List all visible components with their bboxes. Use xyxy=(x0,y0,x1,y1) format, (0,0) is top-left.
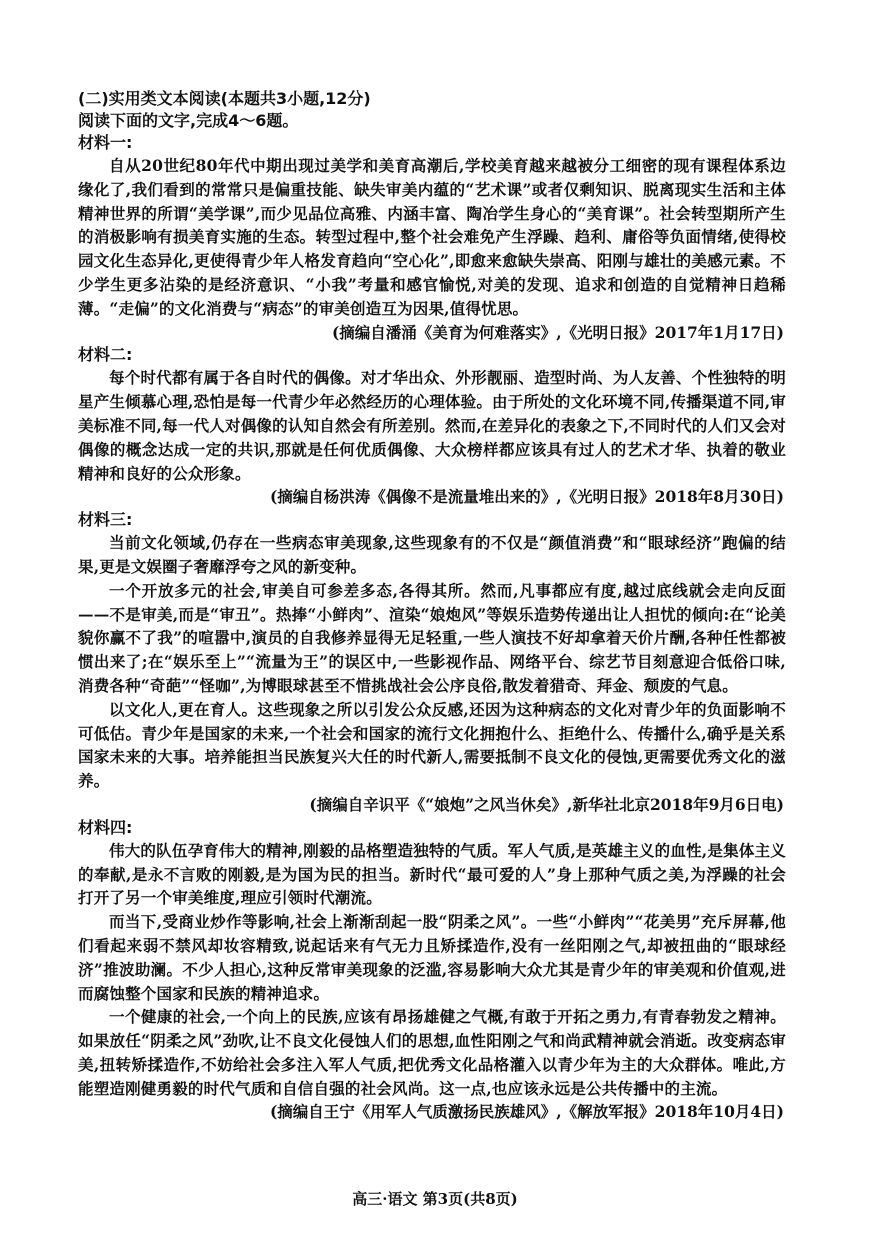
section-instruction: 阅读下面的文字,完成4～6题。 xyxy=(78,111,299,130)
material-4 xyxy=(78,817,786,1125)
source-citation: (摘编自辛识平《“娘炮”之风当休矣》,新华社北京2018年9月6日电) xyxy=(309,794,784,814)
material-label: 材料三: xyxy=(78,510,133,530)
source-citation: (摘编自潘涌《美育为何难落实》,《光明日报》2017年1月17日) xyxy=(331,322,784,342)
paragraph: 一个开放多元的社会,审美自可参差多态,各得其所。然而,凡事都应有度,越过底线就会走向反面——不是审美,而是“审丑”。热捧“小鲜肉”、渲染“娘炮风”等娱乐造势传递出让人担忧的倾向:在“论美貌你赢不了我”的喧嚣中,演员的自我修养显得无足轻重,一些人演技不好却拿着天价片酬,各种任性都被惯出来了;在“娱乐至上”“流量为王”的误区中,一些影视作品、网络平台、综艺节目刻意迎合低俗口味,消费各种“奇葩”“怪咖”,为博眼球甚至不惜挑战社会公序良俗,散发着猎奇、拜金、颓废的气息。 xyxy=(78,580,786,695)
paragraph: 以文化人,更在育人。这些现象之所以引发公众反感,还因为这种病态的文化对青少年的负面影响不可低估。青少年是国家的未来,一个社会和国家的流行文化拥抱什么、拒绝什么、传播什么,确乎是关系国家未来的大事。培养能担当民族复兴大任的时代新人,需要抵制不良文化的侵蚀,更需要优秀文化的滋养。 xyxy=(78,699,786,791)
page-footer: 高三·语文 第3页(共8页) xyxy=(352,1190,518,1208)
material-1 xyxy=(78,132,786,344)
paragraph: 一个健康的社会,一个向上的民族,应该有昂扬雄健之气概,有敢于开拓之勇力,有青春勃发之精神。如果放任“阴柔之风”劲吹,让不良文化侵蚀人们的思想,血性阳刚之气和尚武精神就会消逝。改变病态审美,扭转矫揉造作,不妨给社会多注入军人气质,把优秀文化品格灌入以青少年为主的大众群体。唯此,方能塑造刚健勇毅的时代气质和自信自强的社会风尚。这一点,也应该永远是公共传播中的主流。 xyxy=(78,1007,786,1098)
source-citation: (摘编自王宁《用军人气质激扬民族雄风》,《解放军报》2018年10月4日) xyxy=(269,1102,784,1122)
paragraph: 当前文化领域,仍存在一些病态审美现象,这些现象有的不仅是“颜值消费”和“眼球经济”跑偏的结果,更是文娱圈子奢靡浮夸之风的新变种。 xyxy=(78,533,786,576)
material-3 xyxy=(78,509,786,817)
paragraph: 每个时代都有属于各自时代的偶像。对才华出众、外形靓丽、造型时尚、为人友善、个性独特的明星产生倾慕心理,恐怕是每一代青少年必然经历的心理体验。由于所处的文化环境不同,传播渠道不同,审美标准不同,每一代人对偶像的认知自然会有所差别。然而,在差异化的表象之下,不同时代的人们又会对偶像的概念达成一定的共识,那就是任何优质偶像、大众榜样都应该具有过人的艺术才华、执着的敬业精神和良好的公众形象。 xyxy=(78,368,786,483)
paragraph: 自从20世纪80年代中期出现过美学和美育高潮后,学校美育越来越被分工细密的现有课程体系边缘化了,我们看到的常常只是偏重技能、缺失审美内蕴的“艺术课”或者仅剩知识、脱离现实生活和主体精神世界的所谓“美学课”,而少见品位高雅、内涵丰富、陶冶学生身心的“美育课”。社会转型期所产生的消极影响有损美育实施的生态。转型过程中,整个社会难免产生浮躁、趋利、庸俗等负面情绪,使得校园文化生态异化,更使得青少年人格发育趋向“空心化”,即愈来愈缺失崇高、阳刚与雄壮的美感元素。不少学生更多沾染的是经济意识、“小我”考量和感官愉悦,对美的发现、追求和创造的自觉精神日趋稀薄。“走偏”的文化消费与“病态”的审美创造互为因果,值得忧思。 xyxy=(78,156,786,318)
source-citation: (摘编自杨洪涛《偶像不是流量堆出来的》,《光明日报》2018年8月30日) xyxy=(269,487,784,507)
material-label: 材料四: xyxy=(78,817,133,837)
section-title: (二)实用类文本阅读(本题共3小题,12分) xyxy=(78,89,371,108)
paragraph: 伟大的队伍孕育伟大的精神,刚毅的品格塑造独特的气质。军人气质,是英雄主义的血性,是集体主义的奉献,是永不言败的刚毅,是为国为民的担当。新时代“最可爱的人”身上那种气质之美,为浮躁的社会打开了另一个审美维度,理应引领时代潮流。 xyxy=(78,840,786,908)
material-label: 材料一: xyxy=(78,133,133,152)
material-2 xyxy=(78,344,786,509)
reading-section xyxy=(78,88,786,1124)
material-label: 材料二: xyxy=(78,345,133,365)
paragraph: 而当下,受商业炒作等影响,社会上渐渐刮起一股“阴柔之风”。一些“小鲜肉”“花美男”充斥屏幕,他们看起来弱不禁风却妆容精致,说起话来有气无力且矫揉造作,没有一丝阳刚之气,却被扭曲的“眼球经济”推波助澜。不少人担心,这种反常审美现象的泛滥,容易影响大众尤其是青少年的审美观和价值观,进而腐蚀整个国家和民族的精神追求。 xyxy=(78,912,786,1003)
